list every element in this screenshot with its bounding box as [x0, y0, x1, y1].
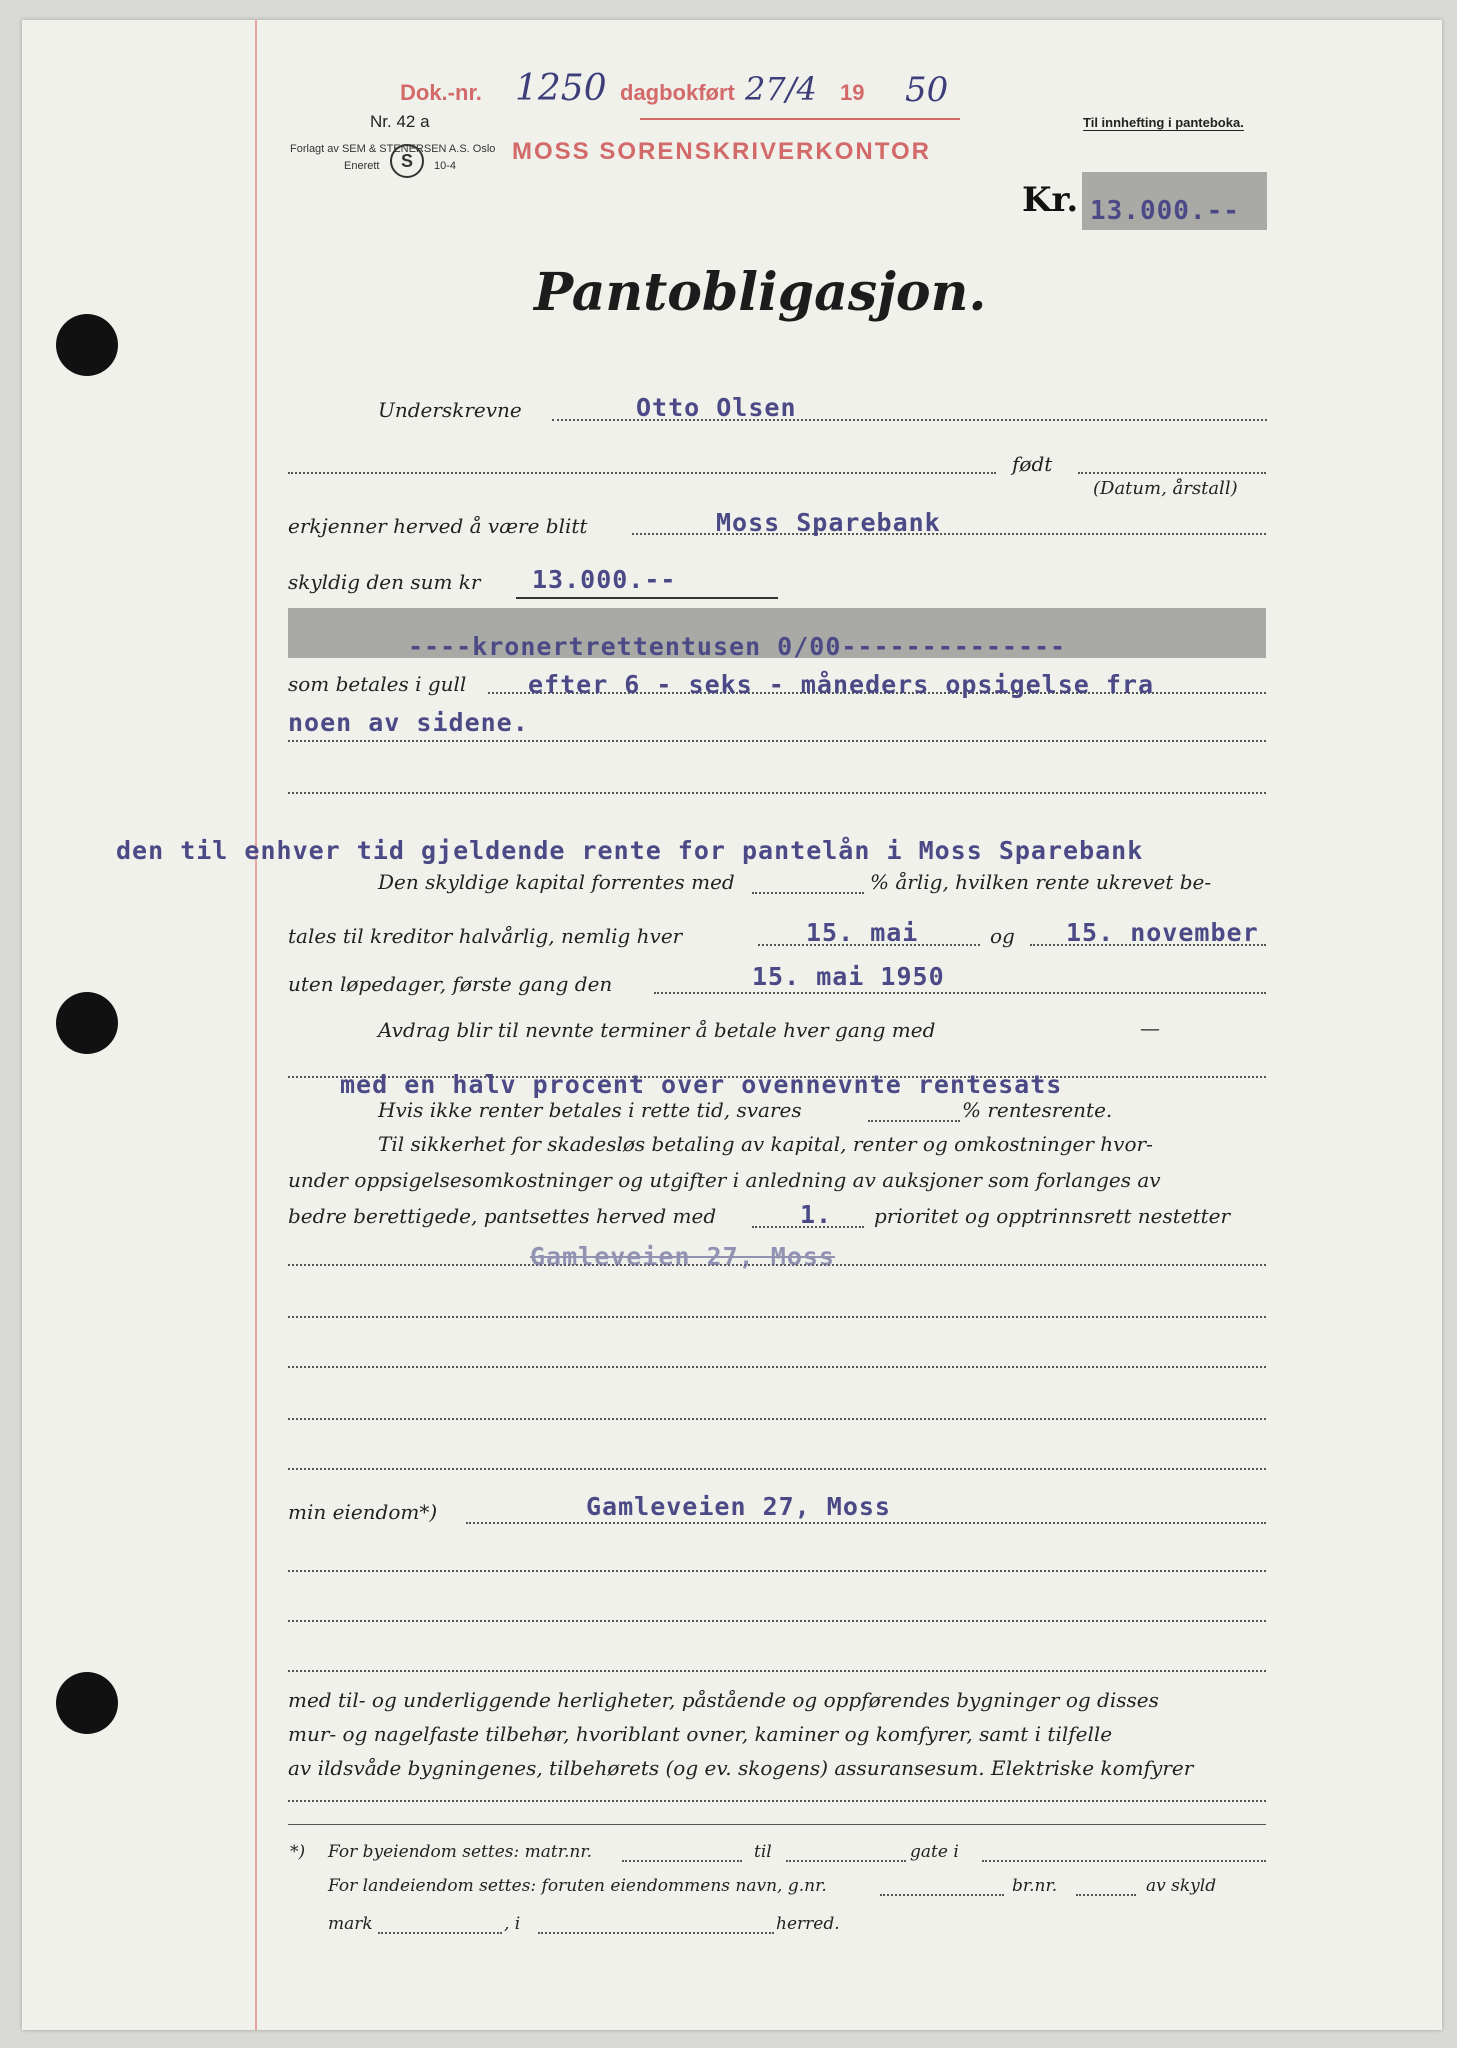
sikkerhet-line-2: under oppsigelsesomkostninger og utgifter i anledning av auksjoner som forlanges av	[288, 1168, 1161, 1192]
year-prefix: 19	[840, 80, 865, 105]
blank-line	[288, 1800, 1266, 1802]
creditor-value: Moss Sparebank	[716, 508, 941, 537]
struck-value: Gamleveien 27, Moss	[530, 1242, 835, 1271]
form-number: Nr. 42 a	[370, 112, 430, 131]
skyldig-value: 13.000.--	[532, 565, 677, 594]
blank-line	[288, 1418, 1266, 1420]
kapital-text: Den skyldige kapital forrentes med	[378, 870, 735, 894]
footnote-dots	[622, 1860, 742, 1862]
lopedager-value: 15. mai 1950	[752, 962, 945, 991]
halv-value: med en halv procent over ovennevnte rentesats	[340, 1070, 1063, 1099]
page-title: Pantobligasjon.	[534, 262, 987, 323]
erkjenner-label: erkjenner herved å være blitt	[288, 514, 588, 538]
blank-line	[288, 1620, 1266, 1622]
footnote-line2-c: av skyld	[1146, 1876, 1217, 1896]
eiendom-line	[466, 1522, 1266, 1524]
eiendom-value: Gamleveien 27, Moss	[586, 1492, 891, 1521]
avdrag-text: Avdrag blir til nevnte terminer å betale hver gang med	[378, 1018, 936, 1042]
publisher-logo: S	[390, 144, 424, 178]
top-right-note: Til innhefting i panteboka.	[1083, 115, 1244, 130]
kapital-text-2: % årlig, hvilken rente ukrevet be-	[870, 870, 1212, 894]
year-suffix: 50	[905, 70, 949, 110]
skyldig-line	[516, 597, 778, 599]
footnote-line2-b: br.nr.	[1012, 1876, 1058, 1896]
gull-label: som betales i gull	[288, 672, 467, 696]
amount-value: 13.000.--	[1090, 196, 1240, 226]
og-label: og	[990, 924, 1015, 948]
underskrevne-value: Otto Olsen	[636, 393, 797, 422]
blank-line	[288, 1366, 1266, 1368]
tales-value-1: 15. mai	[806, 918, 919, 947]
eiendom-label: min eiendom*)	[288, 1500, 438, 1524]
footnote-dots	[378, 1932, 502, 1934]
publisher-line: Forlagt av SEM & STENERSEN A.S. Oslo	[290, 143, 496, 155]
skyldig-label: skyldig den sum kr	[288, 570, 481, 594]
sikkerhet-line-1: Til sikkerhet for skadesløs betaling av kapital, renter og omkostninger hvor-	[378, 1132, 1153, 1156]
blank-line	[288, 1670, 1266, 1672]
publisher-enerett: Enerett	[344, 160, 380, 172]
hvis-text: Hvis ikke renter betales i rette tid, svares	[378, 1098, 802, 1122]
prioritet-value: 1.	[800, 1200, 833, 1229]
footnote-line1-c: gate i	[910, 1842, 959, 1862]
stamp-underline	[640, 118, 960, 120]
footnote-line1-b: til	[754, 1842, 772, 1862]
footnote-line3-a: mark	[328, 1914, 373, 1934]
footnote-line1-a: For byeiendom settes: matr.nr.	[328, 1842, 592, 1862]
underskrevne-label: Underskrevne	[378, 398, 522, 422]
blank-line	[288, 1570, 1266, 1572]
tales-text: tales til kreditor halvårlig, nemlig hver	[288, 924, 683, 948]
dok-nr-label: Dok.-nr.	[400, 80, 482, 105]
dagbokfort-date: 27/4	[745, 70, 817, 108]
footnote-line2-a: For landeiendom settes: foruten eiendommens navn, g.nr.	[328, 1876, 827, 1896]
footnote-dots	[1076, 1894, 1136, 1896]
footnote-line3-b: , i	[504, 1914, 521, 1934]
avdrag-dash: —	[1140, 1016, 1160, 1040]
blank-line	[288, 1468, 1266, 1470]
office-stamp: MOSS SORENSKRIVERKONTOR	[512, 138, 931, 165]
gull-value-1: efter 6 - seks - måneders opsigelse fra	[528, 670, 1154, 699]
punch-hole	[56, 992, 118, 1054]
amount-words: ----kronertrettentusen 0/00--------------	[408, 632, 1067, 661]
sikkerhet-line-3: bedre berettigede, pantsettes herved med	[288, 1204, 717, 1228]
lopedager-line	[654, 992, 1266, 994]
fodt-label: født	[1012, 452, 1053, 476]
dok-nr-value: 1250	[515, 68, 607, 109]
fodt-line	[1078, 472, 1266, 474]
herlighet-line-1: med til- og underliggende herligheter, påstående og oppførendes bygninger og disses	[288, 1688, 1159, 1712]
gull-value-2: noen av sidene.	[288, 708, 529, 737]
hvis-text-2: % rentesrente.	[962, 1098, 1113, 1122]
blank-line	[288, 1316, 1266, 1318]
footnote-dots	[538, 1932, 774, 1934]
name-cont-line	[288, 472, 996, 474]
fodt-note: (Datum, årstall)	[1093, 478, 1238, 499]
lopedager-text: uten løpedager, første gang den	[288, 972, 613, 996]
hvis-rate-line	[868, 1120, 960, 1122]
gull-line-3	[288, 792, 1266, 794]
footnote-dots	[982, 1860, 1266, 1862]
punch-hole	[56, 1672, 118, 1734]
gull-line-2	[288, 740, 1266, 742]
footnote-line3-c: herred.	[776, 1914, 840, 1934]
interest-note: den til enhver tid gjeldende rente for pantelån i Moss Sparebank	[116, 836, 1144, 865]
kapital-rate-line	[752, 892, 864, 894]
publisher-code: 10-4	[434, 160, 457, 172]
footnote-rule	[288, 1824, 1266, 1825]
kr-label: Kr.	[1022, 180, 1079, 220]
tales-value-2: 15. november	[1066, 918, 1259, 947]
footnote-dots	[880, 1894, 1004, 1896]
footnote-star: *)	[290, 1842, 306, 1862]
herlighet-line-2: mur- og nagelfaste tilbehør, hvoriblant ovner, kaminer og komfyrer, samt i tilfelle	[288, 1722, 1113, 1746]
sikkerhet-line-3b: prioritet og opptrinnsrett nestetter	[874, 1204, 1231, 1228]
margin-rule	[255, 20, 257, 2030]
punch-hole	[56, 314, 118, 376]
footnote-dots	[786, 1860, 906, 1862]
dagbokfort-label: dagbokført	[620, 80, 735, 105]
herlighet-line-3: av ildsvåde bygningenes, tilbehørets (og ev. skogens) assuransesum. Elektriske komfyrer	[288, 1756, 1194, 1780]
